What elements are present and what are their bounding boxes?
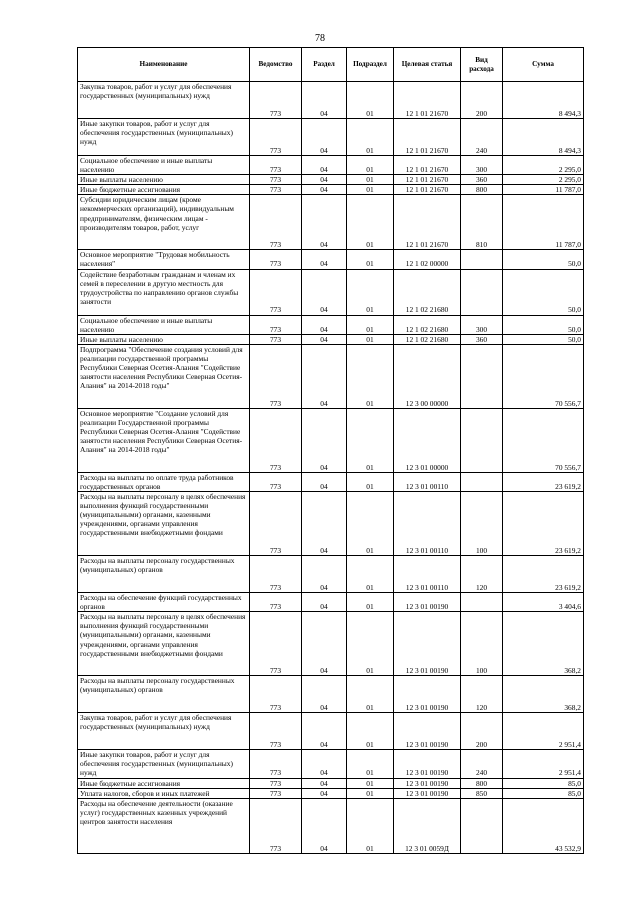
cell-type: 100 — [461, 492, 503, 556]
cell-type: 800 — [461, 185, 503, 195]
cell-dept: 773 — [250, 676, 302, 713]
cell-name: Иные закупки товаров, работ и услуг для обеспечения государственных (муниципальных) нужд — [78, 750, 250, 778]
cell-amount: 11 787,0 — [503, 185, 584, 195]
table-row — [78, 269, 584, 315]
cell-subsection: 01 — [347, 713, 394, 750]
cell-article: 12 3 01 00190 — [394, 676, 461, 713]
cell-article: 12 3 01 00190 — [394, 788, 461, 798]
cell-type: 360 — [461, 175, 503, 185]
cell-name: Социальное обеспечение и иные выплаты населению — [78, 315, 250, 334]
cell-section: 04 — [302, 676, 347, 713]
cell-subsection: 01 — [347, 778, 394, 788]
cell-amount: 85,0 — [503, 788, 584, 798]
cell-dept: 773 — [250, 612, 302, 676]
cell-name: Содействие безработным гражданам и членам их семей в переселении в другую местность для трудоустройства по направлению органов службы занятости — [78, 269, 250, 315]
cell-amount: 43 532,9 — [503, 798, 584, 853]
table-row — [78, 676, 584, 713]
cell-subsection: 01 — [347, 556, 394, 593]
cell-dept: 773 — [250, 408, 302, 472]
cell-section: 04 — [302, 408, 347, 472]
cell-type: 240 — [461, 119, 503, 156]
column-header-type: Вид расхода — [461, 48, 503, 82]
cell-amount: 70 556,7 — [503, 408, 584, 472]
cell-amount: 368,2 — [503, 676, 584, 713]
cell-name: Расходы на обеспечение функций государственных органов — [78, 593, 250, 612]
cell-amount: 2 951,4 — [503, 713, 584, 750]
cell-type: 800 — [461, 778, 503, 788]
cell-name: Закупка товаров, работ и услуг для обеспечения государственных (муниципальных) нужд — [78, 82, 250, 119]
cell-name: Расходы на обеспечение деятельности (оказание услуг) государственных казенных учреждений центров занятости населения — [78, 798, 250, 853]
table-row — [78, 119, 584, 156]
cell-dept: 773 — [250, 156, 302, 175]
cell-dept: 773 — [250, 250, 302, 269]
table-row — [78, 778, 584, 788]
cell-dept: 773 — [250, 492, 302, 556]
cell-type: 300 — [461, 156, 503, 175]
column-header-article: Целевая статья — [394, 48, 461, 82]
cell-subsection: 01 — [347, 315, 394, 334]
cell-section: 04 — [302, 798, 347, 853]
cell-subsection: 01 — [347, 344, 394, 408]
cell-subsection: 01 — [347, 334, 394, 344]
cell-article: 12 1 02 00000 — [394, 250, 461, 269]
cell-subsection: 01 — [347, 492, 394, 556]
table-row — [78, 492, 584, 556]
cell-name: Иные выплаты населению — [78, 334, 250, 344]
cell-name: Социальное обеспечение и иные выплаты населению — [78, 156, 250, 175]
cell-article: 12 1 01 21670 — [394, 185, 461, 195]
cell-name: Расходы на выплаты персоналу в целях обеспечения выполнения функций государственными (муниципальными) органами, казенными учреждениями, органами управления государственными внебюджетными фондами — [78, 492, 250, 556]
cell-dept: 773 — [250, 185, 302, 195]
cell-dept: 773 — [250, 472, 302, 491]
cell-dept: 773 — [250, 788, 302, 798]
cell-article: 12 3 01 00190 — [394, 750, 461, 778]
cell-name: Расходы на выплаты по оплате труда работников государственных органов — [78, 472, 250, 491]
cell-subsection: 01 — [347, 676, 394, 713]
cell-subsection: 01 — [347, 798, 394, 853]
column-header-name: Наименование — [78, 48, 250, 82]
cell-section: 04 — [302, 195, 347, 250]
cell-section: 04 — [302, 185, 347, 195]
cell-article: 12 3 00 00000 — [394, 344, 461, 408]
cell-type — [461, 269, 503, 315]
column-header-subsection: Подраздел — [347, 48, 394, 82]
table-row — [78, 344, 584, 408]
cell-section: 04 — [302, 315, 347, 334]
table-row — [78, 408, 584, 472]
cell-dept: 773 — [250, 269, 302, 315]
cell-type: 120 — [461, 556, 503, 593]
table-row — [78, 315, 584, 334]
cell-subsection: 01 — [347, 250, 394, 269]
cell-type: 200 — [461, 713, 503, 750]
table-row — [78, 185, 584, 195]
cell-article: 12 3 01 00110 — [394, 492, 461, 556]
cell-subsection: 01 — [347, 472, 394, 491]
cell-section: 04 — [302, 750, 347, 778]
cell-amount: 23 619,2 — [503, 556, 584, 593]
cell-amount: 2 295,0 — [503, 175, 584, 185]
cell-dept: 773 — [250, 344, 302, 408]
table-row — [78, 334, 584, 344]
cell-amount: 50,0 — [503, 334, 584, 344]
table-row — [78, 713, 584, 750]
cell-article: 12 1 01 21670 — [394, 156, 461, 175]
cell-section: 04 — [302, 156, 347, 175]
cell-subsection: 01 — [347, 175, 394, 185]
cell-article: 12 3 01 00110 — [394, 556, 461, 593]
table-row — [78, 612, 584, 676]
cell-section: 04 — [302, 778, 347, 788]
cell-name: Подпрограмма "Обеспечение создания условий для реализации государственной программы Республики Северная Осетия-Алания "Содействие занятости населения Республики Северная Осетия-Алания" на 2014-2018 годы" — [78, 344, 250, 408]
cell-section: 04 — [302, 269, 347, 315]
table-row — [78, 195, 584, 250]
table-row — [78, 472, 584, 491]
cell-article: 12 3 01 0059Д — [394, 798, 461, 853]
table-header-row — [78, 48, 584, 82]
cell-amount: 50,0 — [503, 315, 584, 334]
cell-amount: 8 494,3 — [503, 82, 584, 119]
table-row — [78, 175, 584, 185]
cell-name: Иные закупки товаров, работ и услуг для обеспечения государственных (муниципальных) нужд — [78, 119, 250, 156]
cell-subsection: 01 — [347, 750, 394, 778]
cell-dept: 773 — [250, 778, 302, 788]
cell-subsection: 01 — [347, 82, 394, 119]
cell-amount: 50,0 — [503, 250, 584, 269]
cell-amount: 11 787,0 — [503, 195, 584, 250]
cell-type: 300 — [461, 315, 503, 334]
cell-type: 100 — [461, 612, 503, 676]
cell-type: 850 — [461, 788, 503, 798]
cell-article: 12 1 01 21670 — [394, 82, 461, 119]
cell-section: 04 — [302, 82, 347, 119]
cell-dept: 773 — [250, 334, 302, 344]
cell-dept: 773 — [250, 713, 302, 750]
cell-type: 200 — [461, 82, 503, 119]
cell-section: 04 — [302, 119, 347, 156]
cell-dept: 773 — [250, 593, 302, 612]
cell-section: 04 — [302, 713, 347, 750]
cell-article: 12 3 01 00190 — [394, 778, 461, 788]
cell-type: 810 — [461, 195, 503, 250]
table-row — [78, 82, 584, 119]
cell-name: Основное мероприятие "Создание условий для реализации Государственной программы Республики Северная Осетия-Алания "Содействие занятости населения Республики Северная Осетия-Алания" на 2014-2018 годы" — [78, 408, 250, 472]
table-row — [78, 156, 584, 175]
cell-dept: 773 — [250, 798, 302, 853]
cell-dept: 773 — [250, 195, 302, 250]
cell-amount: 2 951,4 — [503, 750, 584, 778]
cell-type — [461, 250, 503, 269]
cell-section: 04 — [302, 344, 347, 408]
cell-article: 12 1 02 21680 — [394, 269, 461, 315]
cell-amount: 368,2 — [503, 612, 584, 676]
cell-article: 12 1 01 21670 — [394, 175, 461, 185]
cell-section: 04 — [302, 250, 347, 269]
cell-article: 12 3 01 00110 — [394, 472, 461, 491]
cell-type — [461, 593, 503, 612]
cell-name: Закупка товаров, работ и услуг для обеспечения государственных (муниципальных) нужд — [78, 713, 250, 750]
cell-article: 12 3 01 00190 — [394, 612, 461, 676]
cell-article: 12 1 02 21680 — [394, 315, 461, 334]
cell-amount: 2 295,0 — [503, 156, 584, 175]
cell-section: 04 — [302, 175, 347, 185]
cell-article: 12 1 01 21670 — [394, 119, 461, 156]
cell-type — [461, 798, 503, 853]
table-row — [78, 798, 584, 853]
cell-type: 120 — [461, 676, 503, 713]
cell-section: 04 — [302, 334, 347, 344]
cell-subsection: 01 — [347, 195, 394, 250]
cell-name: Субсидии юридическим лицам (кроме некоммерческих организаций), индивидуальным предпринимателям, физическим лицам - производителям товаров, работ, услуг — [78, 195, 250, 250]
cell-name: Уплата налогов, сборов и иных платежей — [78, 788, 250, 798]
cell-section: 04 — [302, 492, 347, 556]
cell-article: 12 1 01 21670 — [394, 195, 461, 250]
cell-section: 04 — [302, 612, 347, 676]
cell-name: Расходы на выплаты персоналу в целях обеспечения выполнения функций государственными (муниципальными) органами, казенными учреждениями, органами управления государственными внебюджетными фондами — [78, 612, 250, 676]
cell-dept: 773 — [250, 175, 302, 185]
cell-article: 12 3 01 00190 — [394, 593, 461, 612]
cell-section: 04 — [302, 556, 347, 593]
cell-dept: 773 — [250, 119, 302, 156]
cell-section: 04 — [302, 593, 347, 612]
cell-name: Иные выплаты населению — [78, 175, 250, 185]
cell-dept: 773 — [250, 556, 302, 593]
cell-subsection: 01 — [347, 788, 394, 798]
cell-amount: 85,0 — [503, 778, 584, 788]
cell-section: 04 — [302, 472, 347, 491]
cell-amount: 23 619,2 — [503, 472, 584, 491]
table-row — [78, 750, 584, 778]
cell-article: 12 3 01 00000 — [394, 408, 461, 472]
cell-article: 12 1 02 21680 — [394, 334, 461, 344]
cell-subsection: 01 — [347, 156, 394, 175]
cell-amount: 50,0 — [503, 269, 584, 315]
cell-article: 12 3 01 00190 — [394, 713, 461, 750]
cell-type: 360 — [461, 334, 503, 344]
cell-section: 04 — [302, 788, 347, 798]
cell-amount: 23 619,2 — [503, 492, 584, 556]
cell-subsection: 01 — [347, 269, 394, 315]
table-row — [78, 556, 584, 593]
cell-type: 240 — [461, 750, 503, 778]
cell-subsection: 01 — [347, 185, 394, 195]
page-number: 78 — [315, 33, 325, 44]
cell-dept: 773 — [250, 82, 302, 119]
cell-subsection: 01 — [347, 593, 394, 612]
column-header-dept: Ведомство — [250, 48, 302, 82]
cell-name: Основное мероприятие "Трудовая мобильность населения" — [78, 250, 250, 269]
cell-amount: 70 556,7 — [503, 344, 584, 408]
column-header-amount: Сумма — [503, 48, 584, 82]
cell-name: Иные бюджетные ассигнования — [78, 778, 250, 788]
cell-subsection: 01 — [347, 119, 394, 156]
cell-type — [461, 408, 503, 472]
cell-name: Иные бюджетные ассигнования — [78, 185, 250, 195]
cell-subsection: 01 — [347, 612, 394, 676]
cell-type — [461, 472, 503, 491]
cell-name: Расходы на выплаты персоналу государственных (муниципальных) органов — [78, 676, 250, 713]
table-row — [78, 250, 584, 269]
cell-amount: 8 494,3 — [503, 119, 584, 156]
table-row — [78, 788, 584, 798]
table-row — [78, 593, 584, 612]
cell-dept: 773 — [250, 750, 302, 778]
cell-subsection: 01 — [347, 408, 394, 472]
table-body — [78, 82, 584, 854]
budget-table — [77, 47, 584, 854]
cell-name: Расходы на выплаты персоналу государственных (муниципальных) органов — [78, 556, 250, 593]
cell-amount: 3 404,6 — [503, 593, 584, 612]
cell-dept: 773 — [250, 315, 302, 334]
cell-type — [461, 344, 503, 408]
column-header-section: Раздел — [302, 48, 347, 82]
